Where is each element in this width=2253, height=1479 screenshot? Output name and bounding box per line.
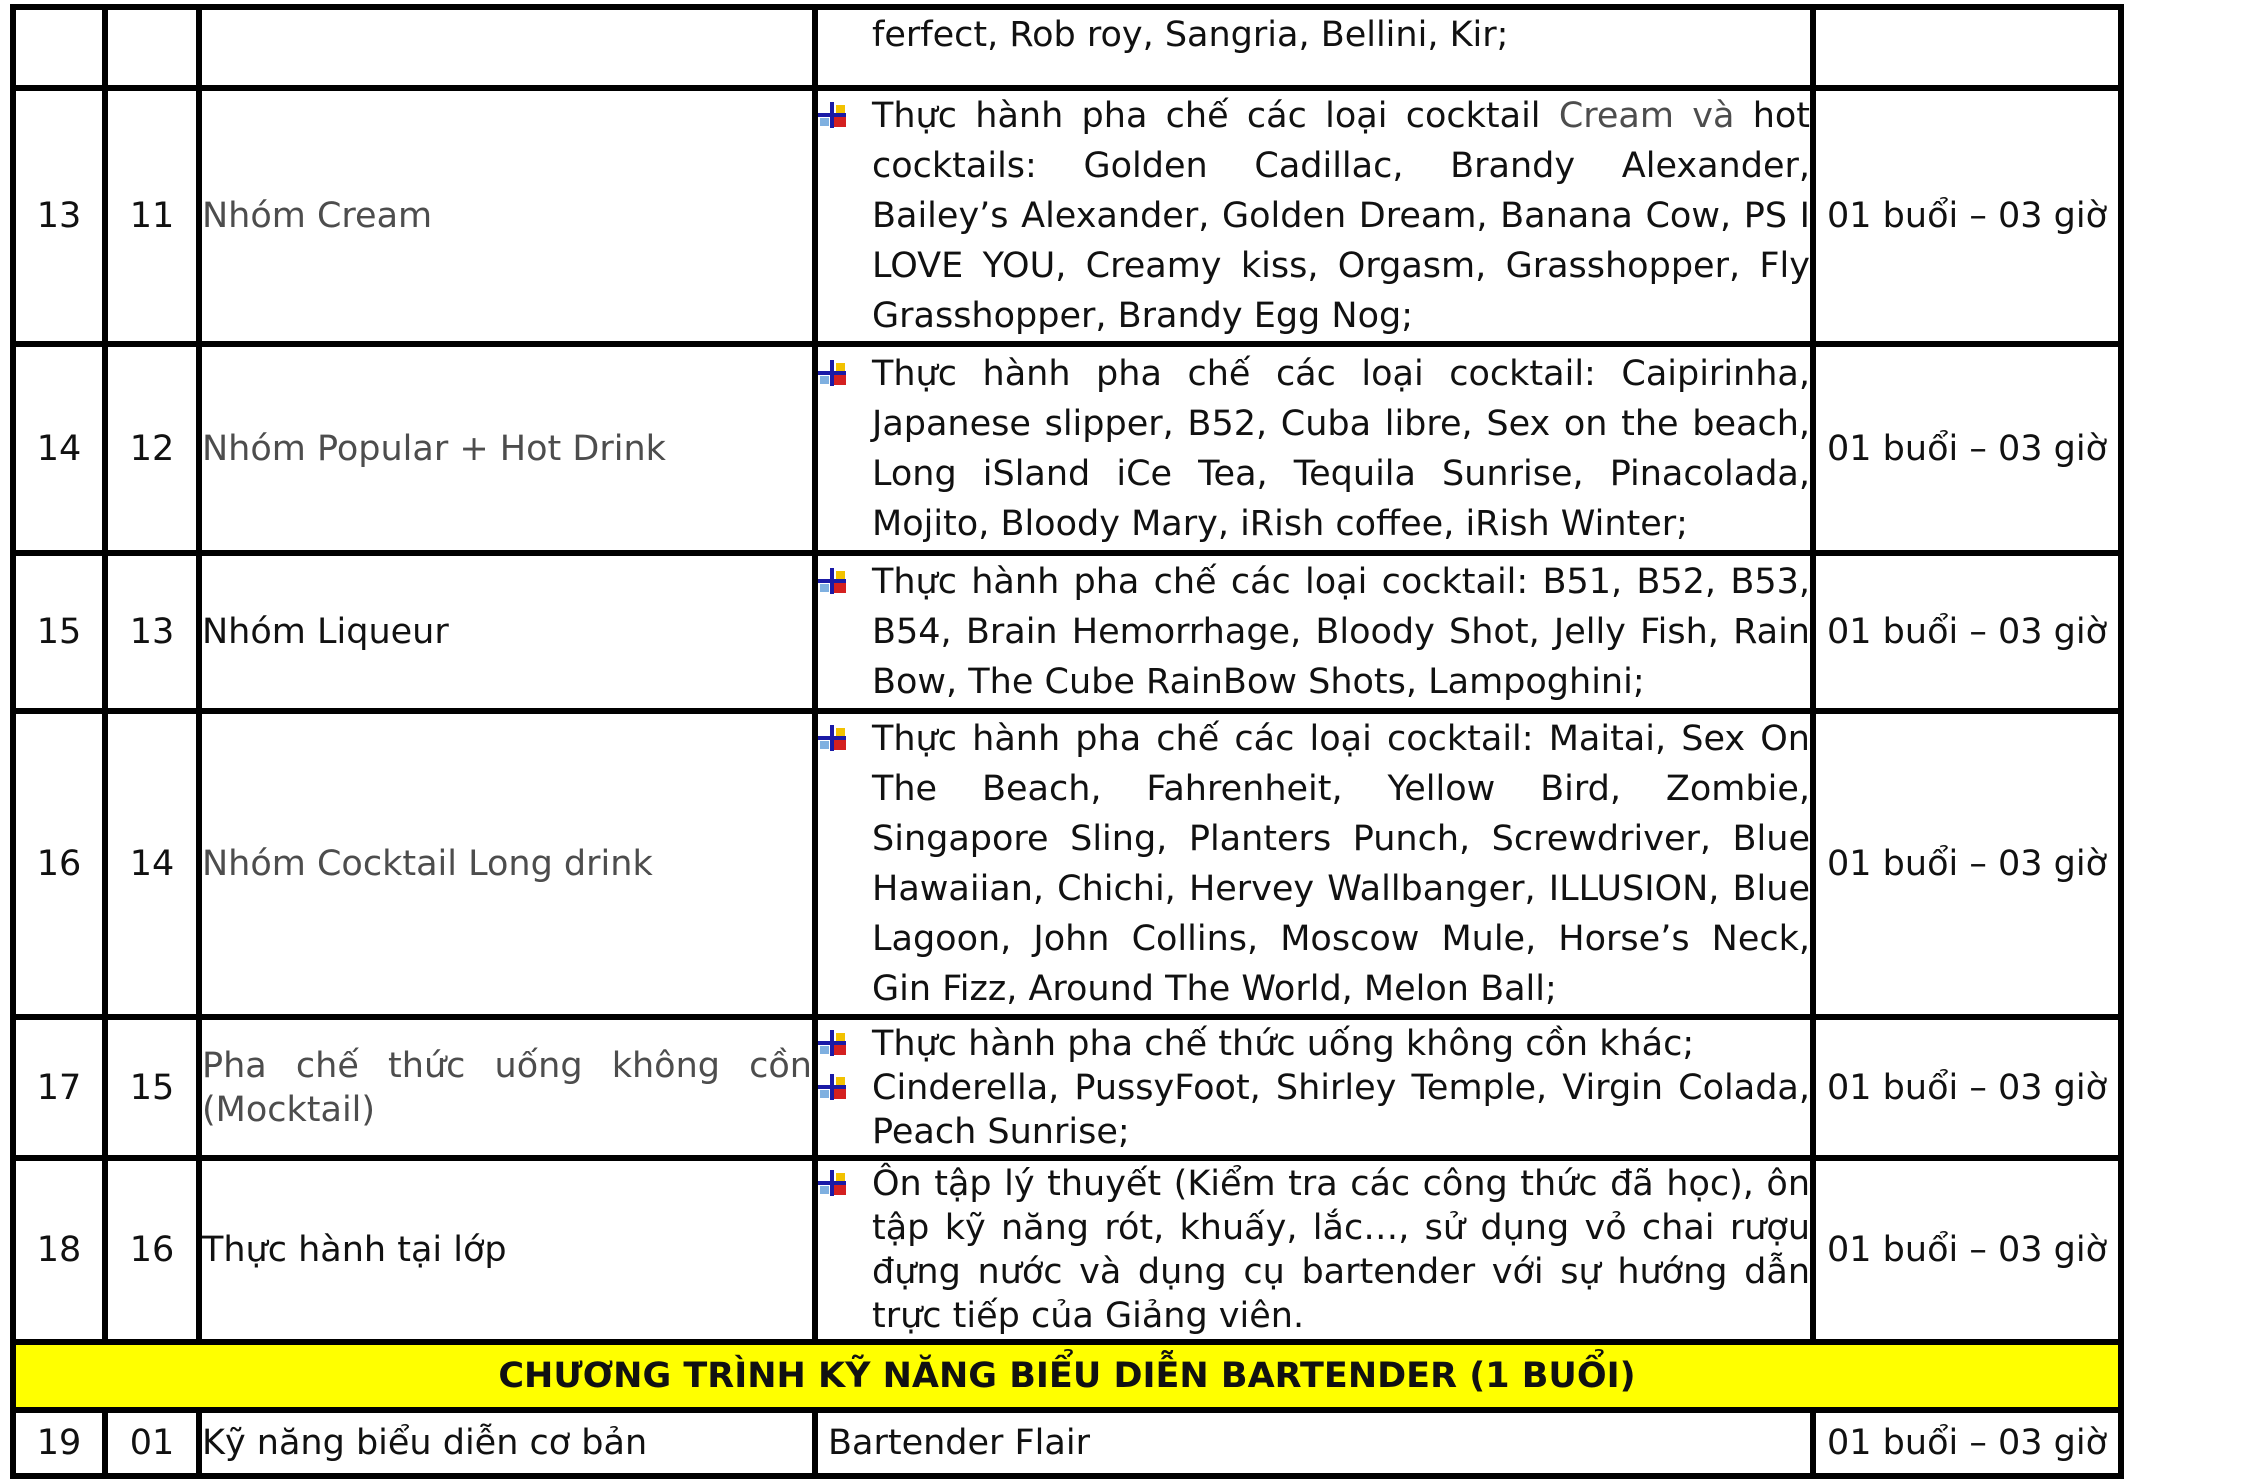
description-text: Thực hành pha chế các loại cocktail: Caipirinha, Japanese slipper, B52, Cuba libre, Sex on the beach, Long iSland iCe Tea, Tequila Sunrise, Pinacolada, Mojito, Bloody Mary, iRish coffee, iRish Winter; — [872, 353, 1810, 544]
description-bullet — [818, 91, 1810, 341]
description-part: Thực hành pha chế các loại cocktail — [872, 96, 1559, 136]
row-number-cell: 01 — [108, 1413, 196, 1473]
table-row — [16, 1161, 2118, 1339]
row-duration-cell — [1816, 10, 2118, 85]
row-title-cell: Kỹ năng biểu diễn cơ bản — [202, 1413, 812, 1473]
row-title-cell: Nhóm Popular + Hot Drink — [202, 347, 812, 550]
row-duration-cell: 01 buổi – 03 giờ — [1816, 91, 2118, 341]
row-title-cell: Nhóm Cocktail Long drink — [202, 714, 812, 1014]
row-duration-cell: 01 buổi – 03 giờ — [1816, 1413, 2118, 1473]
row-duration-cell: 01 buổi – 03 giờ — [1816, 714, 2118, 1014]
table-row — [16, 556, 2118, 708]
description-bullet — [818, 1066, 1810, 1154]
curriculum-table — [10, 4, 2124, 1479]
description-text: Thực hành pha chế các loại cocktail: Maitai, Sex On The Beach, Fahrenheit, Yellow Bird, Zombie, Singapore Sling, Planters Punch, Screwdriver, Blue Hawaiian, Chichi, Hervey Wallbanger, ILLUSION, Blue Lagoon, John Collins, Moscow Mule, Horse’s Neck, Gin Fizz, Around The World, Melon Ball; — [872, 719, 1810, 1009]
description-bullet — [818, 1162, 1810, 1338]
table-row — [16, 1020, 2118, 1155]
row-description-cell — [818, 1020, 1810, 1155]
row-number-cell: 14 — [108, 714, 196, 1014]
row-stt-cell — [16, 10, 102, 85]
row-stt-cell: 17 — [16, 1020, 102, 1155]
arrow-bullet-icon — [818, 557, 872, 607]
table-row — [16, 1413, 2118, 1473]
description-bullet — [818, 349, 1810, 549]
arrow-bullet-icon — [818, 1066, 872, 1110]
description-part: hot cocktails: Golden Cadillac, Brandy Alexander, Bailey’s Alexander, Golden Dream, Banana Cow, PS I LOVE YOU, Creamy kiss, Orgasm, Grasshopper, Fly Grasshopper, Brandy Egg Nog; — [872, 96, 1810, 336]
row-number-cell: 11 — [108, 91, 196, 341]
row-title-cell: Nhóm Liqueur — [202, 556, 812, 708]
description-text: Thực hành pha chế các loại cocktail: B51, B52, B53, B54, Brain Hemorrhage, Bloody Shot, Jelly Fish, Rain Bow, The Cube RainBow Shots, Lampoghini; — [872, 562, 1810, 702]
row-stt-cell: 16 — [16, 714, 102, 1014]
description-text: Cinderella, PussyFoot, Shirley Temple, Virgin Colada, Peach Sunrise; — [872, 1067, 1810, 1152]
row-stt-cell: 15 — [16, 556, 102, 708]
row-duration-cell: 01 buổi – 03 giờ — [1816, 1020, 2118, 1155]
description-bullet — [818, 557, 1810, 707]
row-number-cell: 13 — [108, 556, 196, 708]
row-stt-cell: 18 — [16, 1161, 102, 1339]
table-row — [16, 91, 2118, 341]
row-description-cell — [818, 556, 1810, 708]
row-duration-cell: 01 buổi – 03 giờ — [1816, 347, 2118, 550]
row-title-cell — [202, 10, 812, 85]
row-description-cell: Bartender Flair — [818, 1413, 1810, 1473]
description-text — [872, 91, 1810, 341]
section-header-row — [16, 1345, 2118, 1407]
row-number-cell: 16 — [108, 1161, 196, 1339]
curriculum-document — [10, 4, 2124, 1479]
arrow-bullet-icon — [818, 714, 872, 764]
section-title: CHƯƠNG TRÌNH KỸ NĂNG BIỂU DIỄN BARTENDER (1 BUỔI) — [16, 1345, 2118, 1407]
description-text: Ôn tập lý thuyết (Kiểm tra các công thức đã học), ôn tập kỹ năng rót, khuấy, lắc…, sử dụng vỏ chai rượu đựng nước và dụng cụ bartender với sự hướng dẫn trực tiếp của Giảng viên. — [872, 1164, 1810, 1336]
row-stt-cell: 13 — [16, 91, 102, 341]
description-text: ferfect, Rob roy, Sangria, Bellini, Kir; — [872, 15, 1509, 55]
row-duration-cell: 01 buổi – 03 giờ — [1816, 556, 2118, 708]
row-description-cell — [818, 347, 1810, 550]
table-row — [16, 347, 2118, 550]
row-stt-cell: 19 — [16, 1413, 102, 1473]
row-title-cell: Thực hành tại lớp — [202, 1161, 812, 1339]
row-number-cell: 12 — [108, 347, 196, 550]
description-highlight: Cream và — [1558, 96, 1735, 136]
row-title-cell: Pha chế thức uống không cồn (Mocktail) — [202, 1020, 812, 1155]
row-description-cell — [818, 10, 1810, 85]
arrow-bullet-icon — [818, 1022, 872, 1066]
arrow-bullet-icon — [818, 1162, 872, 1206]
table-row — [16, 10, 2118, 85]
description-bullet — [818, 1022, 1810, 1066]
row-description-cell — [818, 1161, 1810, 1339]
row-title-cell: Nhóm Cream — [202, 91, 812, 341]
table-row — [16, 714, 2118, 1014]
row-duration-cell: 01 buổi – 03 giờ — [1816, 1161, 2118, 1339]
row-description-cell — [818, 714, 1810, 1014]
row-stt-cell: 14 — [16, 347, 102, 550]
row-number-cell: 15 — [108, 1020, 196, 1155]
row-number-cell — [108, 10, 196, 85]
row-description-cell — [818, 91, 1810, 341]
description-text: Thực hành pha chế thức uống không cồn khác; — [872, 1023, 1695, 1064]
arrow-bullet-icon — [818, 349, 872, 399]
arrow-bullet-icon — [818, 91, 872, 141]
description-bullet — [818, 714, 1810, 1014]
